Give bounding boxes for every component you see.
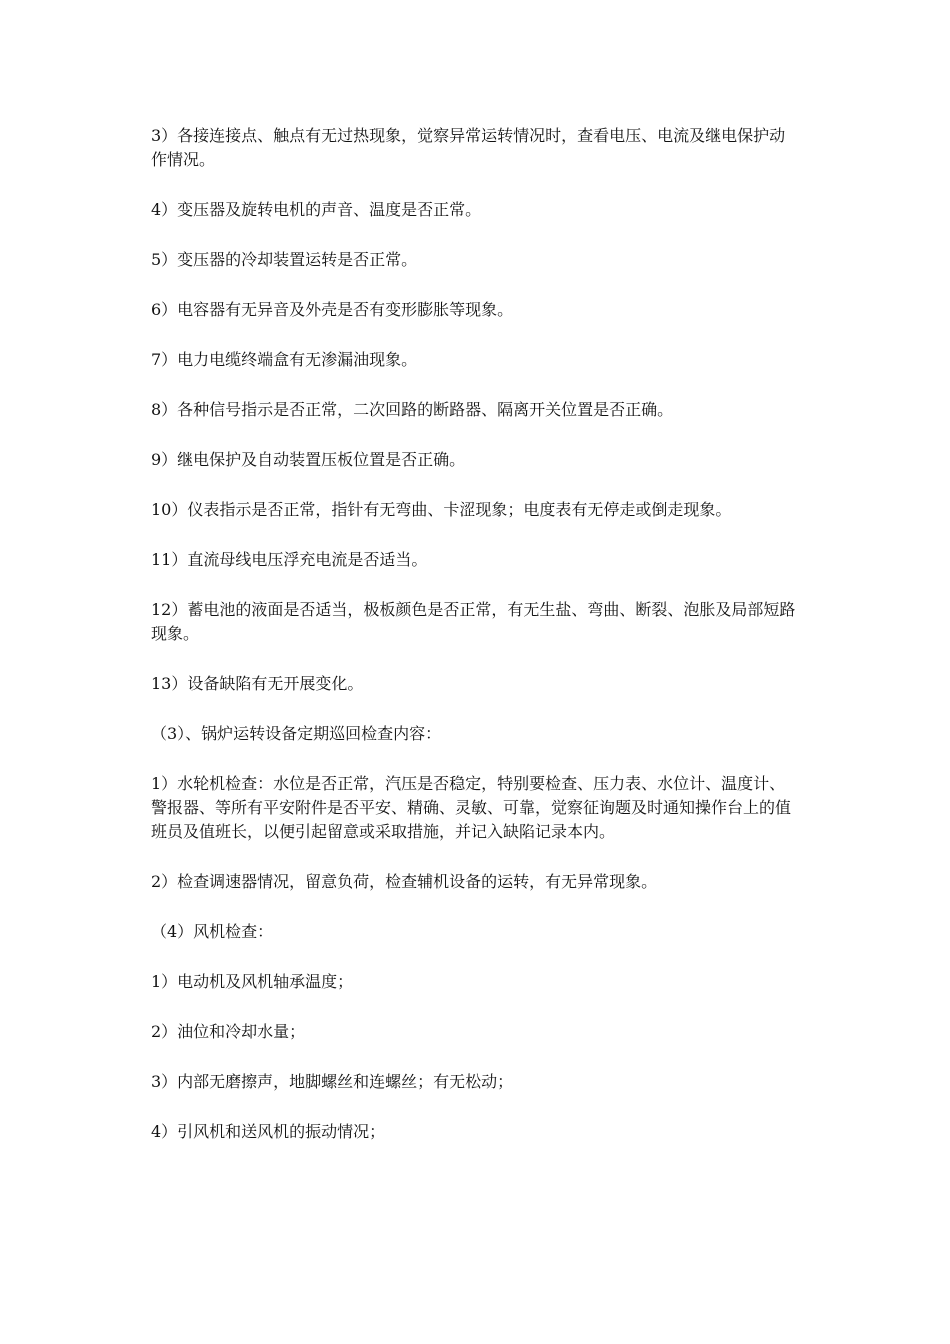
paragraph: 7）电力电缆终端盒有无渗漏油现象。 bbox=[151, 350, 418, 369]
paragraph: 2）检查调速器情况，留意负荷，检查辅机设备的运转，有无异常现象。 bbox=[151, 872, 658, 891]
paragraph: 11）直流母线电压浮充电流是否适当。 bbox=[151, 550, 428, 569]
paragraph: 1）水轮机检查：水位是否正常，汽压是否稳定，特别要检查、压力表、水位计、温度计、警报器、等所有平安附件是否平安、精确、灵敏、可靠，觉察征询题及时通知操作台上的值班员及值班长，以便引起留意或采取措施，并记入缺陷记录本内。 bbox=[151, 774, 792, 841]
paragraph: 12）蓄电池的液面是否适当，极板颜色是否正常，有无生盐、弯曲、断裂、泡胀及局部短路现象。 bbox=[151, 600, 796, 643]
paragraph: 13）设备缺陷有无开展变化。 bbox=[151, 674, 364, 693]
paragraph: 4）变压器及旋转电机的声音、温度是否正常。 bbox=[151, 200, 482, 219]
paragraph: 9）继电保护及自动装置压板位置是否正确。 bbox=[151, 450, 466, 469]
paragraph: 5）变压器的冷却装置运转是否正常。 bbox=[151, 250, 418, 269]
paragraph: 1）电动机及风机轴承温度； bbox=[151, 972, 354, 991]
section-heading: （4）风机检查： bbox=[151, 922, 274, 941]
paragraph: 8）各种信号指示是否正常，二次回路的断路器、隔离开关位置是否正确。 bbox=[151, 400, 674, 419]
paragraph: 10）仪表指示是否正常，指针有无弯曲、卡涩现象；电度表有无停走或倒走现象。 bbox=[151, 500, 732, 519]
paragraph: 4）引风机和送风机的振动情况； bbox=[151, 1122, 386, 1141]
document-body bbox=[151, 124, 801, 1170]
paragraph: 6）电容器有无异音及外壳是否有变形膨胀等现象。 bbox=[151, 300, 514, 319]
paragraph: 3）各接连接点、触点有无过热现象，觉察异常运转情况时，查看电压、电流及继电保护动作情况。 bbox=[151, 126, 786, 169]
paragraph: 3）内部无磨擦声，地脚螺丝和连螺丝；有无松动； bbox=[151, 1072, 514, 1091]
paragraph: 2）油位和冷却水量； bbox=[151, 1022, 306, 1041]
section-heading: （3）、锅炉运转设备定期巡回检查内容： bbox=[151, 724, 442, 743]
